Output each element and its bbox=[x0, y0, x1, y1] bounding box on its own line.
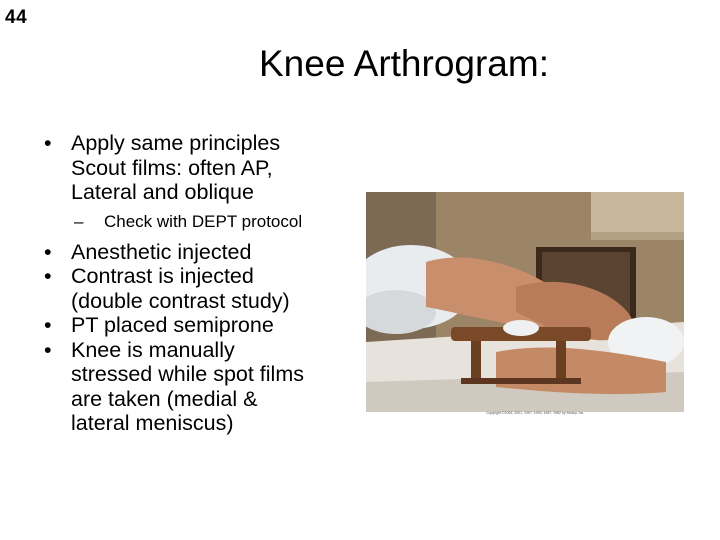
sub-bullet-text: Check with DEPT protocol bbox=[104, 211, 303, 231]
sub-bullet-item bbox=[42, 211, 352, 233]
slide-number: 44 bbox=[5, 7, 28, 28]
bullet-line: Apply same principles bbox=[71, 131, 281, 155]
bullet-line: Anesthetic injected bbox=[71, 239, 252, 264]
photo-knee-cloth bbox=[503, 320, 539, 336]
bullet-marker: • bbox=[44, 337, 52, 362]
bullet-item bbox=[42, 313, 352, 338]
bullet-line: lateral meniscus) bbox=[71, 411, 234, 435]
photo-credit: Copyright ©2005, 2001, 1997, 1993, 1987, 1982 by Mosby, Inc. bbox=[486, 411, 585, 415]
sub-bullet-marker: – bbox=[74, 211, 84, 231]
photo-wood-leg-right bbox=[556, 341, 566, 381]
bullet-item bbox=[42, 240, 352, 265]
bullet-line: are taken (medial & bbox=[71, 386, 258, 411]
photo-cabinet-edge bbox=[591, 232, 684, 240]
bullet-marker: • bbox=[44, 264, 52, 288]
bullet-marker: • bbox=[44, 313, 52, 337]
bullet-line: Lateral and oblique bbox=[71, 180, 254, 204]
bullet-item bbox=[42, 131, 352, 205]
photo-wood-leg-left bbox=[471, 341, 481, 381]
slide-title: Knee Arthrogram: bbox=[259, 43, 549, 84]
bullet-item bbox=[42, 264, 352, 313]
bullet-line: (double contrast study) bbox=[71, 288, 290, 313]
bullet-item bbox=[42, 338, 352, 436]
knee-arthrogram-photo bbox=[366, 192, 684, 412]
bullet-line: PT placed semiprone bbox=[71, 313, 274, 337]
bullet-list bbox=[42, 131, 352, 436]
bullet-marker: • bbox=[44, 131, 52, 155]
bullet-marker: • bbox=[44, 239, 52, 264]
patient-positioning-illustration bbox=[366, 192, 684, 412]
photo-cabinet bbox=[591, 192, 684, 237]
bullet-line: Knee is manually bbox=[71, 337, 235, 362]
bullet-line: Scout films: often AP, bbox=[71, 155, 273, 180]
photo-wood-base bbox=[461, 378, 581, 384]
bullet-line: stressed while spot films bbox=[71, 362, 304, 386]
bullet-line: Contrast is injected bbox=[71, 264, 254, 288]
